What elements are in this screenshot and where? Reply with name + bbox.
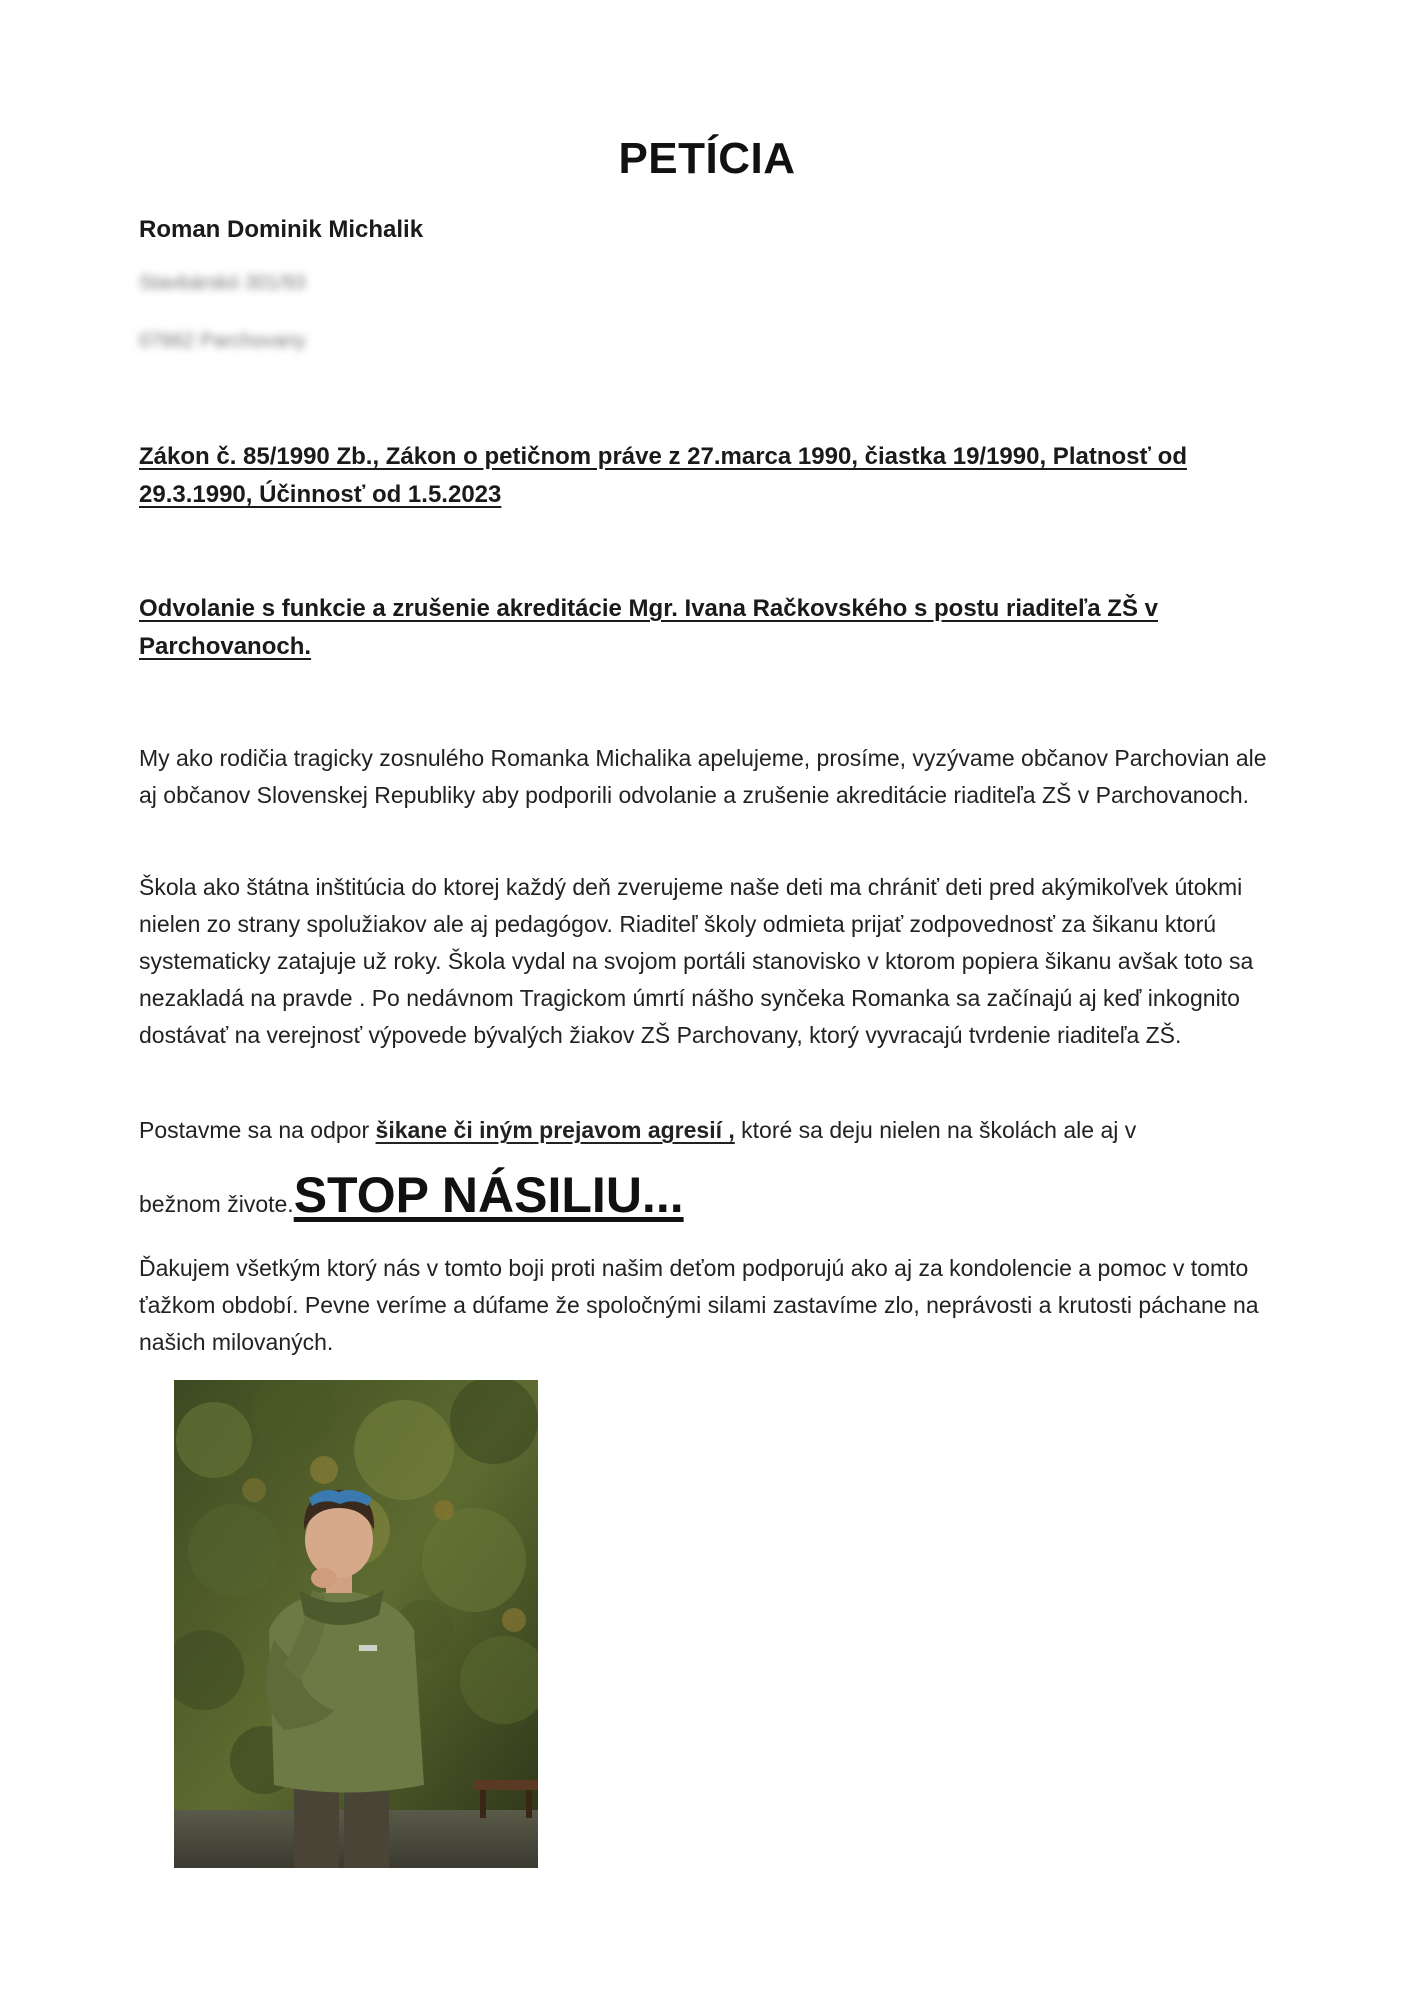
paragraph-school: Škola ako štátna inštitúcia do ktorej každý deň zverujeme naše deti ma chrániť deti pred akýmikoľvek útokmi nielen zo strany spolužiakov ale aj pedagógov. Riaditeľ školy odmieta prijať zodpovednosť za šikanu ktorú systematicky zatajuje už roky. Škola vydal na svojom portáli stanovisko v ktorom popiera šikanu avšak toto sa nezakladá na pravde . Po nedávnom Tragickom úmrtí nášho synčeka Romanka sa začínajú aj keď inkognito dostávať na verejnosť výpovede bývalých žiakov ZŠ Parchovany, ktorý vyvracajú tvrdenie riaditeľa ZŠ. [139, 874, 1254, 1048]
law-reference: Zákon č. 85/1990 Zb., Zákon o petičnom práve z 27.marca 1990, čiastka 19/1990, Platnosť od 29.3.1990, Účinnosť od 1.5.2023 [139, 443, 1187, 508]
address-line-1: Stavbárskó 301/93 [139, 272, 306, 294]
petition-subject: Odvolanie s funkcie a zrušenie akreditácie Mgr. Ivana Račkovského s postu riaditeľa ZŠ v Parchovanoch. [139, 595, 1158, 660]
paragraph-slogan-line [139, 1160, 1289, 1239]
stop-violence-slogan: STOP NÁSILIU... [293, 1167, 684, 1223]
paragraph-resist-end: ktoré sa deju nielen na školách ale aj v [734, 1117, 1137, 1143]
paragraph-resist-emphasis: šikane či iným prejavom agresií , [375, 1117, 735, 1143]
address-line-2: 07662 Parchovany [139, 330, 306, 352]
paragraph-resist-start: Postavme sa na odpor [139, 1117, 376, 1143]
portrait-photo [174, 1380, 538, 1868]
document-title: PETÍCIA [618, 134, 796, 183]
author-name: Roman Dominik Michalik [139, 216, 424, 243]
paragraph-thanks: Ďakujem všetkým ktorý nás v tomto boji proti našim deťom podporujú ako aj za kondolencie a pomoc v tomto ťažkom období. Pevne veríme a dúfame že spoločnými silami zastavíme zlo, neprávosti a krutosti páchane na našich milovaných. [139, 1255, 1259, 1355]
paragraph-slogan-start: bežnom živote. [139, 1191, 294, 1217]
paragraph-appeal: My ako rodičia tragicky zosnulého Romanka Michalika apelujeme, prosíme, vyzývame občanov Parchovian ale aj občanov Slovenskej Republiky aby podporili odvolanie a zrušenie akreditácie riaditeľa ZŠ v Parchovanoch. [139, 745, 1267, 808]
paragraph-resist [139, 1112, 1289, 1149]
